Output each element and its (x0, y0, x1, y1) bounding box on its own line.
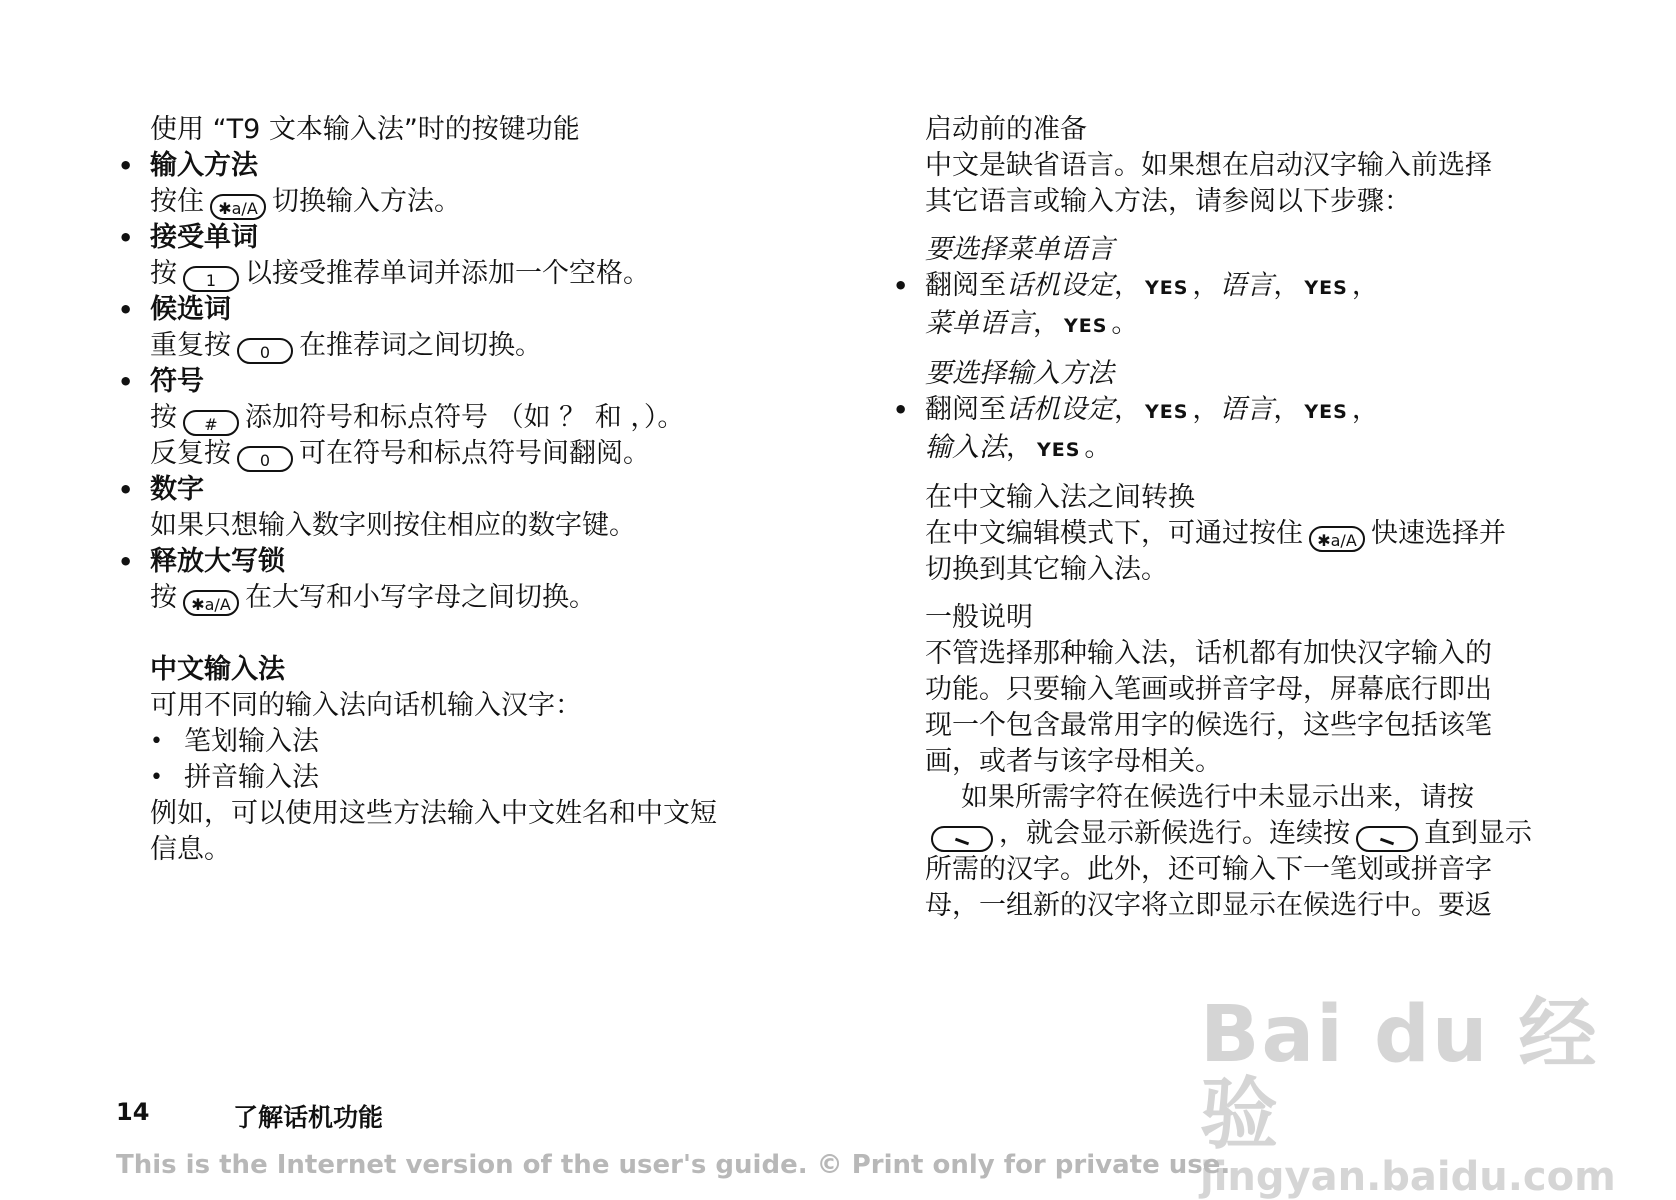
general-text: 功能。只要输入笔画或拼音字母，屏幕底行即出 (925, 674, 1492, 705)
key-0-icon: 0 (237, 338, 293, 364)
scroll-key-icon (931, 826, 993, 852)
section-title: 了解话机功能 (233, 1103, 384, 1132)
menu-language-title: 要选择菜单语言 (925, 234, 1114, 265)
bullet-icon: • (150, 729, 163, 754)
list-item (118, 292, 850, 364)
bullet-icon: • (118, 368, 134, 396)
baidu-logo: Bai du 经验 (1200, 990, 1599, 1160)
prep-text: 中文是缺省语言。如果想在启动汉字输入前选择 (925, 150, 1492, 181)
star-key-icon: ✱a/A (1309, 526, 1365, 552)
switch-text: 切换到其它输入法。 (925, 554, 1168, 585)
item-text: 按 ✱a/A 在大写和小写字母之间切换。 (150, 582, 596, 614)
watermark-url: jingyan.baidu.com (1200, 1154, 1616, 1200)
key-functions-heading: 使用 “T9 文本输入法”时的按键功能 (150, 114, 580, 145)
list-item (118, 544, 850, 616)
list-item (118, 472, 850, 544)
left-column (118, 112, 850, 868)
chinese-input-title: 中文输入法 (150, 654, 285, 685)
general-title: 一般说明 (925, 602, 1033, 633)
input-method-title: 要选择输入方法 (925, 358, 1114, 389)
page-number: 14 (116, 1098, 150, 1126)
bullet-icon: • (118, 152, 134, 180)
star-key-icon: ✱a/A (210, 194, 266, 220)
right-column (893, 112, 1625, 924)
item-title: 候选词 (150, 294, 231, 325)
item-text: 重复按 0 在推荐词之间切换。 (150, 330, 542, 362)
item-title: 释放大写锁 (150, 546, 285, 577)
key-1-icon: 1 (183, 266, 239, 292)
bullet-icon: • (118, 476, 134, 504)
general-text: 不管选择那种输入法，话机都有加快汉字输入的 (925, 638, 1492, 669)
item-text: 按 1 以接受推荐单词并添加一个空格。 (150, 258, 650, 290)
list-item: • 翻阅至话机设定， YES ，语言， YES ， 输入法， YES 。 (893, 394, 1379, 463)
bullet-icon: • (118, 296, 134, 324)
bullet-icon: • (118, 548, 134, 576)
baidu-watermark (1200, 990, 1616, 1200)
item-title: 数字 (150, 474, 204, 505)
item-text: 如果只想输入数字则按住相应的数字键。 (150, 510, 636, 541)
general-text: 如果所需字符在候选行中未显示出来，请按 (961, 782, 1474, 813)
item-title: 接受单词 (150, 222, 258, 253)
general-text: 所需的汉字。此外，还可输入下一笔划或拼音字 (925, 854, 1492, 885)
list-item: • 拼音输入法 (150, 760, 850, 796)
bullet-icon: • (118, 224, 134, 252)
chinese-input-intro: 可用不同的输入法向话机输入汉字： (150, 690, 582, 721)
bullet-icon: • (150, 765, 163, 790)
copyright-note: This is the Internet version of the user's guide. © Print only for private use. (116, 1150, 1231, 1180)
general-text: 母，一组新的汉字将立即显示在候选行中。要返 (925, 890, 1492, 921)
list-item (118, 148, 850, 220)
list-item: • 笔划输入法 (150, 724, 850, 760)
bullet-icon: • (893, 272, 909, 300)
example-text: 信息。 (150, 834, 231, 865)
scroll-key-icon (1356, 826, 1418, 852)
bullet-icon: • (893, 396, 909, 424)
item-text: 反复按 0 可在符号和标点符号间翻阅。 (150, 438, 650, 470)
switch-text: 在中文编辑模式下，可通过按住 ✱a/A 快速选择并 (925, 518, 1506, 550)
list-item (118, 220, 850, 292)
list-item: • 翻阅至话机设定， YES ，语言， YES ， 菜单语言， YES 。 (893, 270, 1379, 339)
item-text: 按住 ✱a/A 切换输入方法。 (150, 186, 461, 218)
list-item (118, 364, 850, 472)
item-title: 输入方法 (150, 150, 258, 181)
general-text: 画，或者与该字母相关。 (925, 746, 1222, 777)
item-text: 按 # 添加符号和标点符号 （如 ？ 和 ，）。 (150, 402, 685, 434)
prep-title: 启动前的准备 (925, 114, 1087, 145)
switch-title: 在中文输入法之间转换 (925, 482, 1195, 513)
example-text: 例如，可以使用这些方法输入中文姓名和中文短 (150, 798, 717, 829)
key-0-icon: 0 (237, 446, 293, 472)
star-key-icon: ✱a/A (183, 590, 239, 616)
general-text: 现一个包含最常用字的候选行，这些字包括该笔 (925, 710, 1492, 741)
item-title: 符号 (150, 366, 204, 397)
hash-key-icon: # (183, 410, 239, 436)
prep-text: 其它语言或输入方法，请参阅以下步骤： (925, 186, 1411, 217)
general-text: ，就会显示新候选行。连续按 直到显示 (925, 816, 1625, 852)
